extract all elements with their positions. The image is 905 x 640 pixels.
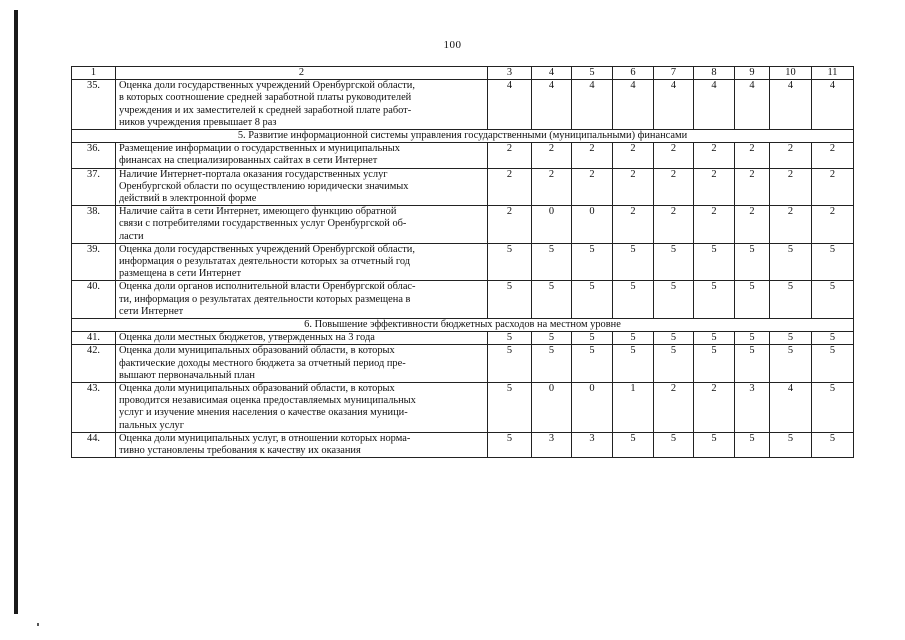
score-cell: 5 <box>735 243 770 281</box>
page-number: 100 <box>443 39 462 51</box>
header-cell: 7 <box>654 67 694 80</box>
score-cell: 5 <box>613 432 654 457</box>
score-cell: 2 <box>572 168 613 206</box>
row-number: 44. <box>72 432 116 457</box>
score-cell: 2 <box>694 168 735 206</box>
score-cell: 4 <box>654 80 694 130</box>
table-row <box>72 432 854 457</box>
score-cell: 5 <box>735 332 770 345</box>
score-cell: 2 <box>770 206 812 244</box>
description-line: тивно установлены требования к качеству их оказания <box>119 445 361 457</box>
description-line: Наличие сайта в сети Интернет, имеющего функцию обратной <box>119 206 397 218</box>
row-number: 40. <box>72 281 116 319</box>
score-cell: 1 <box>613 383 654 433</box>
score-cell: 5 <box>812 332 854 345</box>
header-cell: 11 <box>812 67 854 80</box>
description-line: действий в электронной форме <box>119 193 257 205</box>
score-cell: 5 <box>694 345 735 383</box>
score-cell: 5 <box>694 281 735 319</box>
score-cell: 5 <box>613 281 654 319</box>
score-cell: 2 <box>654 383 694 433</box>
score-cell: 2 <box>812 206 854 244</box>
score-cell: 2 <box>613 143 654 168</box>
row-number: 43. <box>72 383 116 433</box>
score-cell: 5 <box>532 345 572 383</box>
score-cell: 3 <box>735 383 770 433</box>
header-cell: 3 <box>488 67 532 80</box>
score-cell: 5 <box>488 345 532 383</box>
score-cell: 5 <box>613 332 654 345</box>
header-cell: 6 <box>613 67 654 80</box>
table-row <box>72 345 854 383</box>
score-cell: 2 <box>613 206 654 244</box>
row-number: 37. <box>72 168 116 206</box>
score-cell: 5 <box>572 345 613 383</box>
description-line: ласти <box>119 230 144 242</box>
header-cell: 4 <box>532 67 572 80</box>
indicator-description <box>116 345 488 383</box>
score-cell: 5 <box>735 432 770 457</box>
score-cell: 0 <box>572 383 613 433</box>
score-cell: 2 <box>654 168 694 206</box>
indicator-description <box>116 80 488 130</box>
description-line: учреждения и их заместителей к средней заработной плате работ- <box>119 104 412 116</box>
header-cell: 5 <box>572 67 613 80</box>
description-line: Оренбургской области по осуществлению юридически значимых <box>119 180 409 192</box>
table-row <box>72 281 854 319</box>
table-row <box>72 243 854 281</box>
score-cell: 4 <box>613 80 654 130</box>
description-line: ти, информация о результатах деятельности которых размещена в <box>119 293 411 305</box>
indicator-description <box>116 281 488 319</box>
score-cell: 5 <box>654 432 694 457</box>
description-line: Оценка доли местных бюджетов, утвержденных на 3 года <box>119 332 375 344</box>
description-line: информация о результатах деятельности которых за отчетный год <box>119 256 411 268</box>
score-cell: 5 <box>812 243 854 281</box>
description-line: Оценка доли государственных учреждений Оренбургской области, <box>119 243 415 255</box>
indicator-description <box>116 332 488 345</box>
score-cell: 5 <box>488 432 532 457</box>
score-cell: 4 <box>532 80 572 130</box>
indicator-description <box>116 432 488 457</box>
score-cell: 2 <box>654 206 694 244</box>
row-number: 42. <box>72 345 116 383</box>
description-line: вышают первоначальный план <box>119 369 255 381</box>
score-cell: 2 <box>613 168 654 206</box>
header-cell: 8 <box>694 67 735 80</box>
score-cell: 2 <box>532 168 572 206</box>
score-cell: 5 <box>532 332 572 345</box>
description-line: Оценка доли государственных учреждений Оренбургской области, <box>119 80 415 92</box>
score-cell: 5 <box>532 281 572 319</box>
score-cell: 5 <box>694 243 735 281</box>
score-cell: 5 <box>694 332 735 345</box>
score-cell: 4 <box>572 80 613 130</box>
score-cell: 5 <box>812 281 854 319</box>
score-cell: 3 <box>532 432 572 457</box>
score-cell: 5 <box>572 281 613 319</box>
score-cell: 2 <box>770 143 812 168</box>
score-cell: 5 <box>488 243 532 281</box>
score-cell: 2 <box>488 168 532 206</box>
table-row <box>72 383 854 433</box>
description-line: Оценка доли муниципальных образований области, в которых <box>119 345 395 357</box>
description-line: пальных услуг <box>119 419 184 431</box>
indicator-description <box>116 143 488 168</box>
score-cell: 5 <box>613 345 654 383</box>
score-cell: 5 <box>812 432 854 457</box>
score-cell: 4 <box>735 80 770 130</box>
score-cell: 2 <box>488 206 532 244</box>
description-line: фактические доходы местного бюджета за отчетный период пре- <box>119 357 406 369</box>
score-cell: 5 <box>572 332 613 345</box>
score-cell: 2 <box>694 206 735 244</box>
description-line: проводится независимая оценка предоставляемых муниципальных <box>119 395 416 407</box>
score-cell: 2 <box>735 168 770 206</box>
score-cell: 5 <box>572 243 613 281</box>
score-cell: 2 <box>654 143 694 168</box>
description-line: Наличие Интернет-портала оказания государственных услуг <box>119 168 388 180</box>
score-cell: 5 <box>613 243 654 281</box>
score-cell: 5 <box>654 243 694 281</box>
header-cell: 10 <box>770 67 812 80</box>
indicator-description <box>116 206 488 244</box>
score-cell: 5 <box>770 332 812 345</box>
indicator-table <box>71 66 854 458</box>
table-row <box>72 168 854 206</box>
score-cell: 4 <box>812 80 854 130</box>
score-cell: 5 <box>770 345 812 383</box>
score-cell: 2 <box>572 143 613 168</box>
indicator-description <box>116 168 488 206</box>
description-line: Оценка доли муниципальных услуг, в отношении которых норма- <box>119 432 411 444</box>
score-cell: 5 <box>735 281 770 319</box>
score-cell: 2 <box>812 143 854 168</box>
table-row <box>72 332 854 345</box>
description-line: связи с потребителями государственных услуг Оренбургской об- <box>119 218 407 230</box>
table-header-row <box>72 67 854 80</box>
scan-speck <box>37 623 39 626</box>
row-number: 35. <box>72 80 116 130</box>
score-cell: 4 <box>488 80 532 130</box>
score-cell: 5 <box>654 281 694 319</box>
header-cell: 1 <box>72 67 116 80</box>
score-cell: 5 <box>654 345 694 383</box>
score-cell: 5 <box>488 383 532 433</box>
score-cell: 0 <box>532 383 572 433</box>
score-cell: 2 <box>532 143 572 168</box>
score-cell: 2 <box>735 143 770 168</box>
row-number: 39. <box>72 243 116 281</box>
description-line: финансах на специализированных сайтах в сети Интернет <box>119 155 378 167</box>
score-cell: 2 <box>812 168 854 206</box>
score-cell: 4 <box>694 80 735 130</box>
description-line: в которых соотношение средней заработной платы руководителей <box>119 92 412 104</box>
score-cell: 0 <box>532 206 572 244</box>
score-cell: 5 <box>694 432 735 457</box>
description-line: ников учреждения превышает 8 раз <box>119 116 277 128</box>
description-line: размещена в сети Интернет <box>119 268 242 280</box>
score-cell: 0 <box>572 206 613 244</box>
row-number: 36. <box>72 143 116 168</box>
score-cell: 4 <box>770 80 812 130</box>
table-row <box>72 206 854 244</box>
score-cell: 5 <box>488 281 532 319</box>
description-line: Размещение информации о государственных и муниципальных <box>119 143 400 155</box>
table-row <box>72 143 854 168</box>
section-heading-row <box>72 130 854 143</box>
score-cell: 2 <box>770 168 812 206</box>
score-cell: 5 <box>812 345 854 383</box>
section-heading-row <box>72 319 854 332</box>
score-cell: 5 <box>770 281 812 319</box>
score-cell: 5 <box>770 243 812 281</box>
score-cell: 5 <box>735 345 770 383</box>
description-line: Оценка доли органов исполнительной власти Оренбургской облас- <box>119 281 416 293</box>
score-cell: 2 <box>694 143 735 168</box>
section-heading: 5. Развитие информационной системы управления государственными (муниципальными) финансами <box>72 130 854 143</box>
table-row <box>72 80 854 130</box>
score-cell: 5 <box>488 332 532 345</box>
score-cell: 4 <box>770 383 812 433</box>
indicator-description <box>116 243 488 281</box>
description-line: Оценка доли муниципальных образований области, в которых <box>119 383 395 395</box>
score-cell: 2 <box>694 383 735 433</box>
row-number: 38. <box>72 206 116 244</box>
score-cell: 5 <box>532 243 572 281</box>
header-cell: 2 <box>116 67 488 80</box>
score-cell: 5 <box>770 432 812 457</box>
description-line: сети Интернет <box>119 305 184 317</box>
indicator-description <box>116 383 488 433</box>
description-line: услуг и изучение мнения населения о качестве оказания муници- <box>119 407 408 419</box>
scan-border-bar <box>14 10 18 614</box>
score-cell: 3 <box>572 432 613 457</box>
header-cell: 9 <box>735 67 770 80</box>
section-heading: 6. Повышение эффективности бюджетных расходов на местном уровне <box>72 319 854 332</box>
row-number: 41. <box>72 332 116 345</box>
score-cell: 2 <box>488 143 532 168</box>
score-cell: 2 <box>735 206 770 244</box>
score-cell: 5 <box>812 383 854 433</box>
score-cell: 5 <box>654 332 694 345</box>
